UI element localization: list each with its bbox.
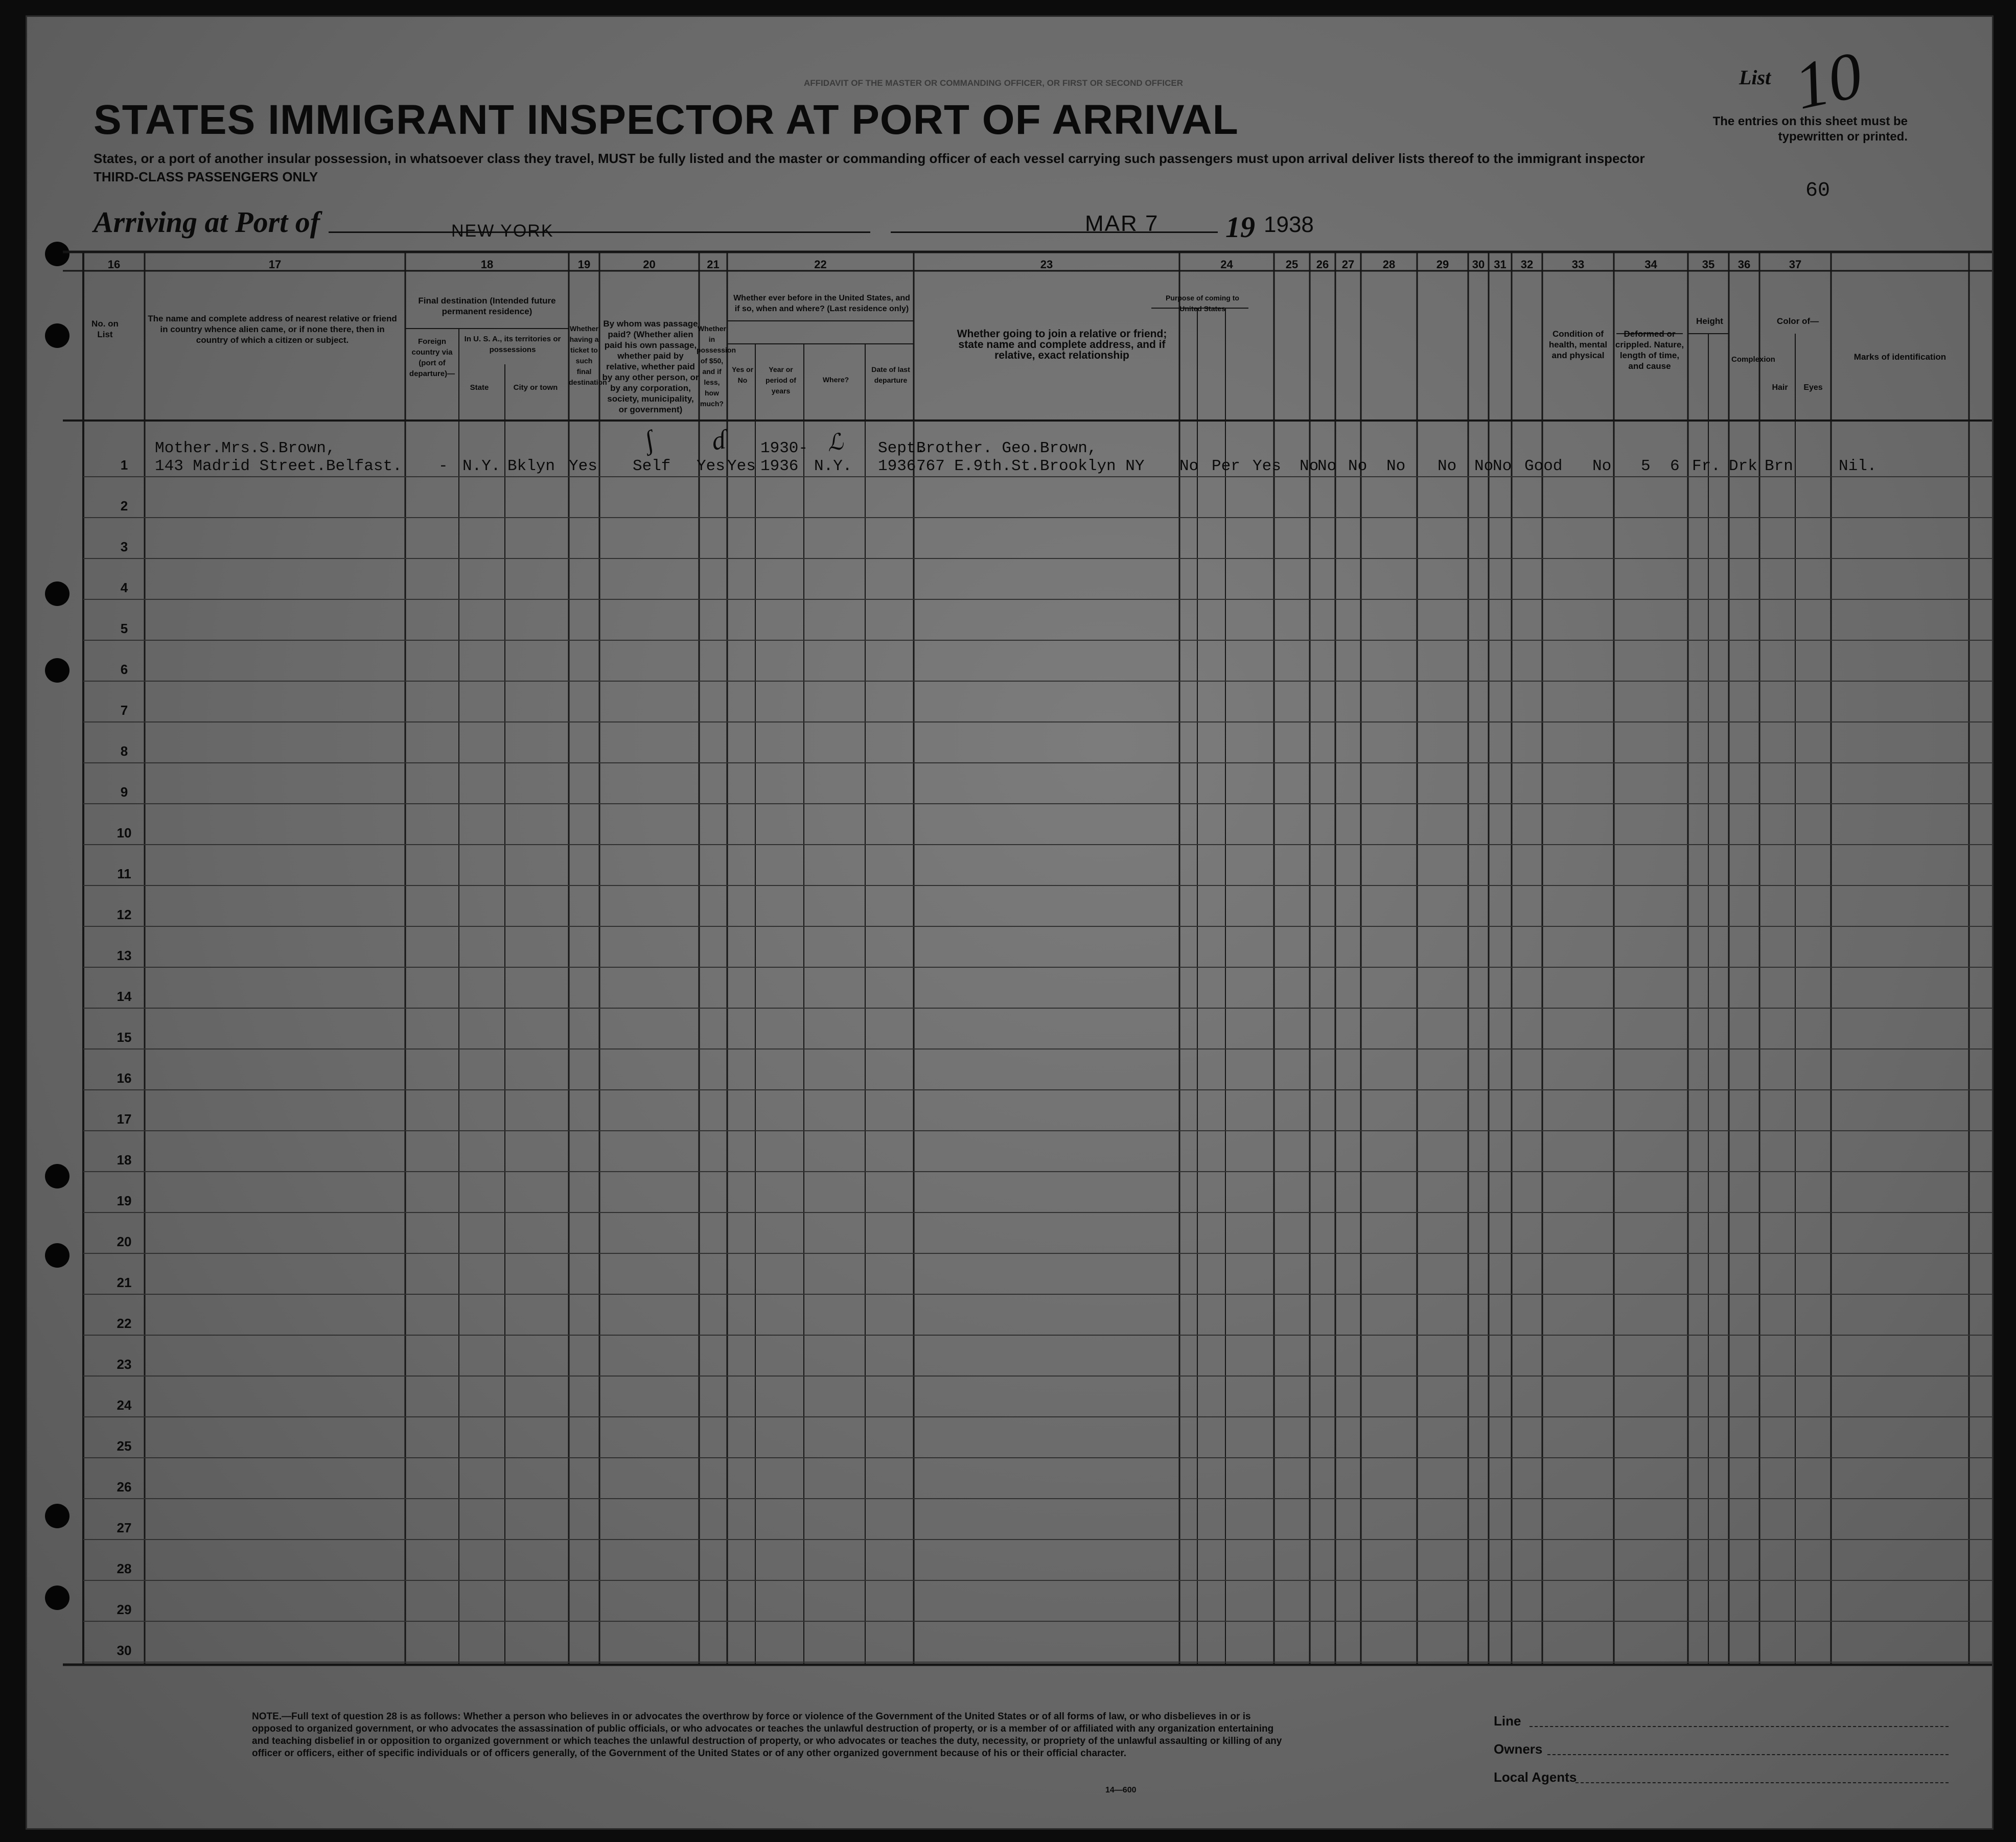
row1-relative-line1: Mother.Mrs.S.Brown, [155,439,336,457]
header-fifty-dollars: Whether in possession of $50, and if less, how much? [697,324,736,408]
header-nearest-relative: The name and complete address of nearest relative or friend in country whence alien came, or if none there, then in country of which a citizen or subject. [148,314,397,345]
punch-hole [45,323,69,348]
handwritten-mark: ɗ [709,425,728,456]
row-number: 2 [120,498,128,514]
column-number: 21 [707,258,720,271]
column-number: 37 [1789,258,1802,271]
row1-length-of-stay: Per [1212,457,1240,475]
row1-polygamist: No [1317,457,1337,475]
column-number: 19 [577,258,591,271]
date-underline [891,231,1218,233]
row1-joining-line2: 767 E.9th.St.Brooklyn NY [916,457,1145,475]
punch-hole [45,1585,69,1610]
row-number: 29 [117,1602,132,1617]
arrival-date: MAR 7 [1085,211,1159,236]
header-year-period: Year or period of years [766,365,796,395]
row-number: 15 [117,1030,132,1045]
footer-owners-rule [1547,1754,1949,1755]
column-number: 24 [1220,258,1233,271]
row1-intends-citizen: Yes [1253,457,1281,475]
row-number: 10 [117,825,132,841]
row1-complexion: Fr. [1692,457,1721,475]
column-number: 36 [1737,258,1751,271]
row1-feet: 5 [1641,457,1651,475]
row-number: 5 [120,621,128,636]
row1-health: Good [1524,457,1563,475]
row1-joining-line1: Brother. Geo.Brown, [916,439,1097,457]
header-complexion: Complexion [1731,355,1775,364]
punch-hole [45,581,69,606]
header-final-destination: Final destination (Intended future permanent residence) [418,296,556,316]
row-number: 24 [117,1397,132,1413]
row-number: 23 [117,1357,132,1372]
row-number: 1 [120,457,128,473]
faint-stamp-text: AFFIDAVIT OF THE MASTER OR COMMANDING OFFICER, OR FIRST OR SECOND OFFICER [804,78,1183,88]
column-number: 22 [814,258,827,271]
row-number: 3 [120,539,128,554]
port-value: NEW YORK [451,221,554,241]
row-number: 13 [117,948,132,963]
row-number: 28 [117,1561,132,1576]
manifest-sheet [26,15,1994,1830]
column-number: 25 [1285,258,1299,271]
row-number: 18 [117,1152,132,1168]
list-number: 10 [1788,38,1869,124]
row-number: 21 [117,1275,132,1290]
row1-purpose-return: No [1179,457,1199,475]
punch-hole [45,1243,69,1268]
punch-hole [45,658,69,683]
column-number: 18 [480,258,494,271]
row-number: 4 [120,580,128,595]
handwritten-mark: ʃ [640,426,658,456]
row1-years-to: 1936 [760,457,799,475]
punch-hole [45,242,69,266]
header-ever-before-us: Whether ever before in the United States, and if so, when and where? (Last residence only) [733,294,910,313]
footer-agents-label: Local Agents [1494,1769,1577,1785]
row1-deported: No [1474,457,1494,475]
row1-excluded: No [1438,457,1457,475]
list-label: List [1739,66,1771,89]
page-title: STATES IMMIGRANT INSPECTOR AT PORT OF ARRIVAL [94,97,1239,143]
header-condition-health: Condition of health, mental and physical [1548,329,1608,360]
header-where: Where? [822,376,849,384]
header-hair: Hair [1772,383,1788,392]
row-number: 25 [117,1438,132,1454]
row1-fifty-dollars: Yes [697,457,725,475]
row-number: 14 [117,989,132,1004]
header-purpose: Purpose of coming to United States [1166,294,1239,313]
row-number: 26 [117,1479,132,1495]
row1-eyes: Brn [1765,457,1793,475]
row1-foreign-via: - [438,457,448,475]
port-underline [329,231,870,233]
row-number: 20 [117,1234,132,1249]
page-subtitle: States, or a port of another insular possession, in whatsoever class they travel, MUST be fully listed and the master or commanding officer of each vessel carrying such passengers must upon arrival deliver lists thereof to the immigrant inspector [94,151,1645,166]
footnote: NOTE.—Full text of question 28 is as follows: Whether a person who believes in or advocates the overthrow by force or violence of the Government of the United States or of all forms of law, or who disbelieves in or is opposed to organized government, or who advocates the assassination of public officials, or who advocates or teaches the unlawful destruction of property, or is a member of or affiliated with any organization entertaining and teaching disbelief in or opposition to organized government or which teaches the unlawful destruction of property, or who advocates or teaches the duty, necessity, or propriety of the unlawful assaulting or killing of any officer or officers, either of specific individuals or of officers generally, of the Government of the United States or of any other organized government because of his or their official character. [252,1711,1282,1759]
row1-deformed: No [1592,457,1612,475]
row1-where: N.Y. [814,457,852,475]
header-foreign-country: Foreign country via (port of departure)— [409,337,455,378]
column-number: 16 [107,258,121,271]
footer-line-rule [1530,1726,1949,1727]
header-city: City or town [513,383,558,392]
row1-inches: 6 [1670,457,1680,475]
column-number: 26 [1316,258,1329,271]
list-note: The entries on this sheet must be typewritten or printed. [1712,114,1908,144]
row-number: 9 [120,784,128,800]
header-passage-paid: By whom was passage paid? (Whether alien paid his own passage, whether paid by relative, whether paid by any other person, or by any corporation, society, municipality, or government) [602,319,699,414]
punch-hole [45,1164,69,1188]
footer-owners-label: Owners [1494,1741,1543,1757]
column-number: 23 [1040,258,1053,271]
row1-overthrow: No [1386,457,1406,475]
row1-marks: Nil. [1839,457,1877,475]
row1-passage-paid: Self [633,457,671,475]
row-number: 7 [120,703,128,718]
column-number: 27 [1341,258,1355,271]
footer-line-label: Line [1494,1713,1521,1729]
manifest-grid [27,17,1992,1828]
row1-relative-line2: 143 Madrid Street.Belfast. [155,457,402,475]
row1-years-from: 1930- [760,439,808,457]
row1-been-before: Yes [727,457,756,475]
header-ticket: Whether having a ticket to such final destination [569,324,607,386]
header-no-on-list: No. on List [91,319,119,339]
header-yes-no: Yes or No [731,365,754,384]
row-number: 19 [117,1193,132,1208]
row-number: 17 [117,1111,132,1127]
header-joining-relative: Whether going to join a relative or friend; state name and complete address, and if relative, exact relationship [957,328,1167,361]
handwritten-mark: ℒ [824,429,845,457]
header-height: Height [1696,316,1723,326]
row-number: 12 [117,907,132,922]
column-number: 20 [643,258,656,271]
column-number: 35 [1702,258,1715,271]
row1-hair: Drk [1729,457,1757,475]
row1-arrested: No [1493,457,1512,475]
header-deformed: Deformed or crippled. Nature, length of time, and cause [1615,329,1684,371]
row-number: 30 [117,1643,132,1658]
header-state: State [470,383,489,392]
sheet-code: 60 [1805,179,1830,202]
row1-state: N.Y. [462,457,501,475]
row-number: 16 [117,1070,132,1086]
header-color-of: Color of— [1776,316,1819,326]
column-number: 30 [1472,258,1485,271]
column-number: 17 [268,258,282,271]
date-century: 19 [1225,211,1255,244]
row-number: 6 [120,662,128,677]
row1-ticket: Yes [569,457,597,475]
header-in-usa: In U. S. A., its territories or possessions [464,335,561,354]
punch-hole [45,1504,69,1528]
row1-departure-year: 1936. [878,457,926,475]
header-marks: Marks of identification [1853,352,1947,362]
column-number: 29 [1436,258,1449,271]
passenger-class: THIRD-CLASS PASSENGERS ONLY [94,169,318,184]
row-number: 22 [117,1316,132,1331]
header-eyes: Eyes [1803,383,1823,392]
port-label: Arriving at Port of [94,205,320,239]
column-number: 34 [1644,258,1657,271]
row-number: 27 [117,1520,132,1535]
row1-anarchist: No [1348,457,1368,475]
footer-agents-rule [1575,1782,1949,1783]
column-number: 31 [1494,258,1507,271]
row1-departure-month: Sept. [878,439,926,457]
column-number: 32 [1520,258,1534,271]
arrival-year: 1938 [1264,212,1314,237]
row1-city: Bklyn [507,457,555,475]
row-number: 11 [117,866,131,881]
row1-prison: No [1300,457,1319,475]
column-number: 28 [1382,258,1396,271]
header-last-departure: Date of last departure [871,365,910,384]
form-code: 14—600 [1105,1786,1137,1794]
column-number: 33 [1571,258,1585,271]
row-number: 8 [120,743,128,759]
